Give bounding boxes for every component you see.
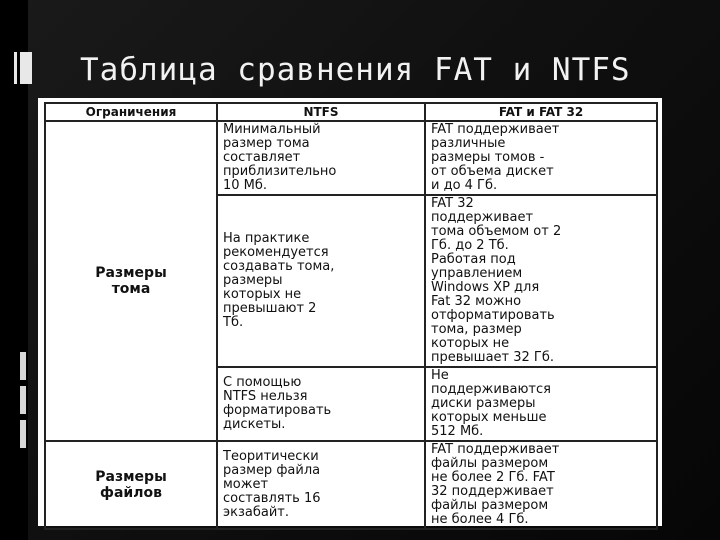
title-marker-block	[20, 52, 32, 84]
header-limitations: Ограничения	[45, 103, 217, 121]
comparison-table-container	[38, 98, 662, 526]
fat-cell: Не поддерживаются диски размеры которых меньше 512 Мб.	[425, 367, 657, 441]
ntfs-cell: С помощью NTFS нельзя форматировать дискеты.	[217, 367, 425, 441]
ntfs-cell: На практике рекомендуется создавать тома, размеры которых не превышают 2 Тб.	[217, 195, 425, 367]
table-row	[45, 121, 657, 195]
comparison-table	[44, 102, 658, 530]
ntfs-cell: Теоритически размер файла может составлять 16 экзабайт.	[217, 441, 425, 529]
title-marker-line	[14, 52, 17, 84]
param-volume-size: Размеры тома	[45, 121, 217, 441]
table-header-row	[45, 103, 657, 121]
table-row	[45, 441, 657, 529]
fat-cell: FAT 32 поддерживает тома объемом от 2 Гб. до 2 Тб. Работая под управлением Windows XP для Fat 32 можно отформатировать тома, размер которых не превышает 32 Гб.	[425, 195, 657, 367]
header-fat: FAT и FAT 32	[425, 103, 657, 121]
ntfs-cell: Минимальный размер тома составляет приблизительно 10 Мб.	[217, 121, 425, 195]
fat-cell: FAT поддерживает файлы размером не более 2 Гб. FAT 32 поддерживает файлы размером не более 4 Гб.	[425, 441, 657, 529]
side-marker	[20, 420, 26, 448]
param-file-size: Размеры файлов	[45, 441, 217, 529]
slide-title: Таблица сравнения FAT и NTFS	[80, 52, 631, 88]
fat-cell: FAT поддерживает различные размеры томов - от объема дискет и до 4 Гб.	[425, 121, 657, 195]
side-marker	[20, 352, 26, 380]
header-ntfs: NTFS	[217, 103, 425, 121]
side-marker	[20, 386, 26, 414]
